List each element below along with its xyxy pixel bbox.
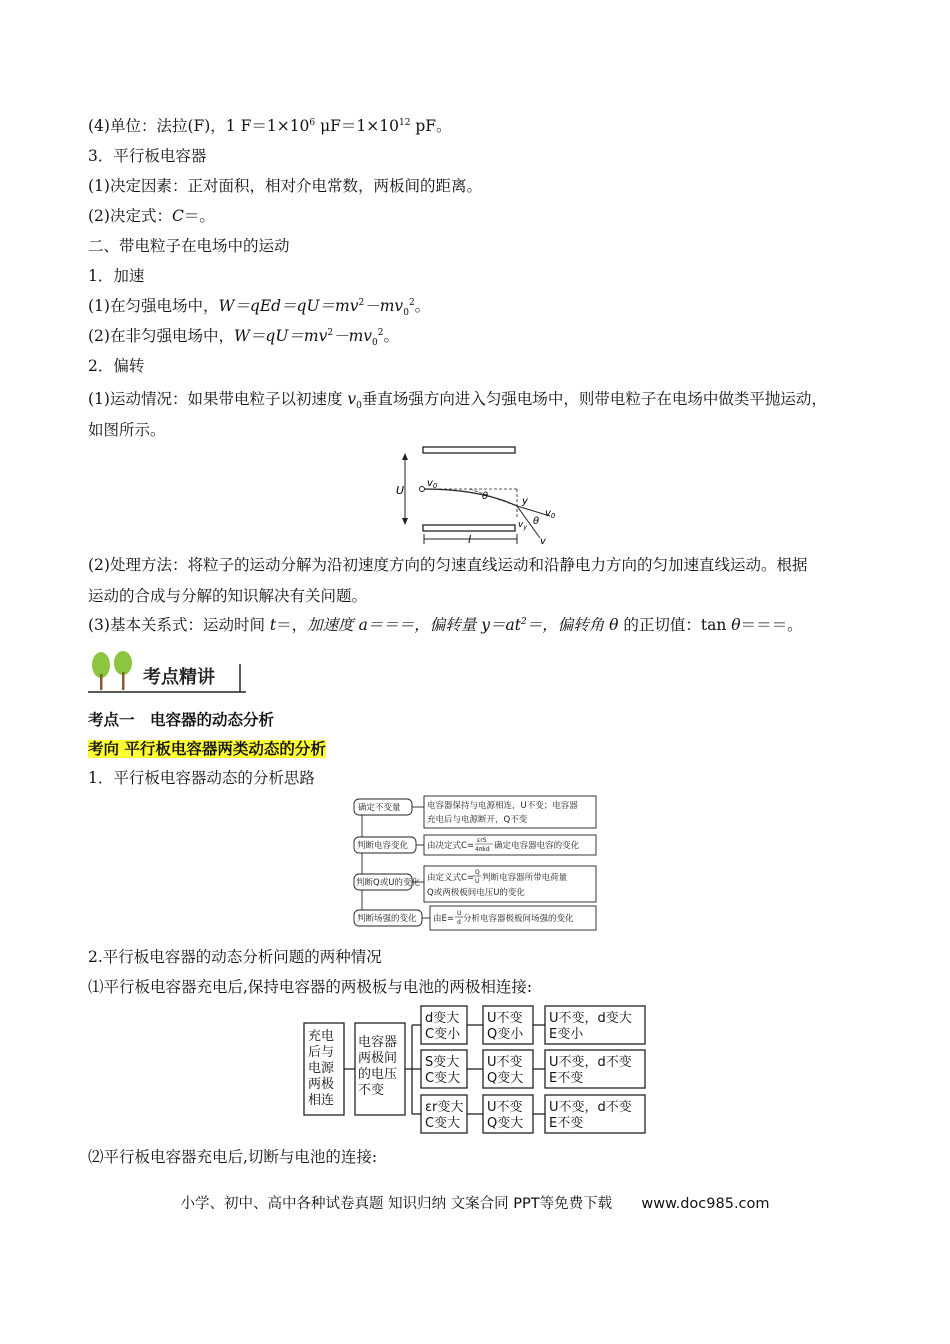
flow-right-1b: 充电后与电源断开，Q不变	[427, 815, 528, 825]
box-e-line: U不变，d不变	[549, 1100, 632, 1115]
flow-right-1a: 电容器保持与电源相连，U不变；电容器	[427, 801, 578, 811]
y-label: y	[522, 496, 528, 507]
box-d-line: Q变大	[487, 1071, 524, 1086]
box-a-line: 后与	[308, 1045, 335, 1060]
page-footer	[0, 1192, 950, 1213]
fraction-den: d	[457, 919, 461, 926]
footer-text: 小学、初中、高中各种试卷真题 知识归纳 文案合同 PPT等免费下载	[180, 1196, 613, 1212]
box-e-line: U不变，d变大	[549, 1011, 632, 1026]
heading-deflection: 2．偏转	[88, 357, 145, 375]
flow-left-2: 判断电容变化	[357, 841, 409, 851]
fraction-den: U	[475, 878, 480, 885]
flow-right-3a: 由定义式C= 判断电容器所带电荷量	[427, 873, 568, 883]
vy-label: $v_y$	[518, 520, 527, 531]
footer-link[interactable]: www.doc985.com	[641, 1196, 770, 1212]
two-cases-heading: 2.平行板电容器的动态分析问题的两种情况	[88, 948, 382, 966]
fraction-num: Q	[475, 869, 480, 876]
box-d-line: U不变	[487, 1011, 523, 1026]
box-a-line: 相连	[308, 1093, 335, 1108]
method-line-2: 运动的合成与分解的知识解决有关问题。	[88, 587, 368, 605]
v0b-label: $v_0$	[545, 508, 556, 520]
box-e-line: U不变，d不变	[549, 1055, 632, 1070]
box-b-line: 的电压	[358, 1067, 398, 1082]
box-a-line: 电源	[308, 1061, 335, 1076]
flow-left-3: 判断Q或U的变化	[356, 878, 420, 888]
box-c-line: C变小	[425, 1027, 461, 1042]
heading-parallel-plate: 3．平行板电容器	[88, 147, 207, 165]
direction-heading: 考向 平行板电容器两类动态的分析	[88, 740, 326, 758]
analysis-flowchart	[350, 794, 600, 934]
voltage-label: U	[396, 484, 405, 497]
basic-relations: (3)基本关系式：运动时间 t＝，加速度 a＝＝＝，偏转量 $y=at^2=$，偏转角 θ 的正切值：tan θ＝＝＝。	[88, 616, 803, 634]
theta-label: θ	[482, 491, 489, 502]
box-c-line: d变大	[425, 1011, 460, 1026]
box-d-line: Q变大	[487, 1116, 524, 1131]
box-d-line: Q变小	[487, 1027, 524, 1042]
lower-plate	[423, 525, 515, 531]
box-a-line: 两极	[308, 1077, 335, 1092]
case-one-flowchart	[300, 1000, 650, 1140]
box-c-line: εr变大	[425, 1100, 464, 1115]
upper-plate	[423, 447, 515, 453]
theta2-label: θ	[533, 516, 540, 527]
flow-right-3b: Q或两极板间电压U的变化	[427, 888, 525, 898]
topic-one-heading: 考点一 电容器的动态分析	[88, 711, 275, 729]
fraction-den: 4πkd	[475, 846, 490, 853]
flow-right-4: 由E= 分析电容器极板间场强的变化	[433, 914, 574, 924]
v0-label: $v_0$	[427, 478, 438, 490]
flow-left-1: 确定不变量	[358, 803, 401, 813]
fraction-num: εrS	[477, 837, 487, 844]
box-d-line: U不变	[487, 1100, 523, 1115]
length-label: l	[468, 533, 472, 546]
motion-line-2: 如图所示。	[88, 421, 166, 439]
deflection-diagram	[390, 444, 570, 550]
section-two-heading: 二、带电粒子在电场中的运动	[88, 237, 290, 255]
box-b-line: 电容器	[358, 1035, 398, 1050]
method-line-1: (2)处理方法：将粒子的运动分解为沿初速度方向的匀速直线运动和沿静电力方向的匀加速直线运动。根据	[88, 556, 808, 574]
case-two-heading: ⑵平行板电容器充电后,切断与电池的连接:	[88, 1148, 378, 1166]
motion-line-1: (1)运动情况：如果带电粒子以初速度 $v_0$垂直场强方向进入匀强电场中，则带电粒子在电场中做类平抛运动，	[88, 390, 827, 412]
box-b-line: 不变	[358, 1083, 385, 1098]
unit-line: (4)单位：法拉(F)，1 $F=1\times 10^6$ $\mu F=1\times 10^{12}$ pF。	[88, 117, 452, 135]
v-label: v	[540, 536, 546, 547]
flow-left-4: 判断场强的变化	[357, 914, 417, 924]
box-e-line: E变小	[549, 1027, 584, 1042]
banner-title: 考点精讲	[143, 667, 215, 688]
flow-right-2: 由决定式C= 确定电容器电容的变化	[427, 841, 580, 851]
heading-acceleration: 1．加速	[88, 267, 145, 285]
section-banner	[88, 650, 248, 696]
case-one-heading: ⑴平行板电容器充电后,保持电容器的两极板与电池的两极相连接:	[88, 978, 533, 996]
box-c-line: C变大	[425, 1116, 461, 1131]
box-e-line: E不变	[549, 1071, 584, 1086]
trajectory	[424, 489, 517, 506]
determining-formula: (2)决定式：C＝。	[88, 207, 215, 225]
box-c-line: C变大	[425, 1071, 461, 1086]
fraction-num: U	[457, 910, 462, 917]
determining-factors: (1)决定因素：正对面积，相对介电常数，两板间的距离。	[88, 177, 482, 195]
analysis-heading: 1．平行板电容器动态的分析思路	[88, 769, 315, 787]
nonuniform-field-eq: (2)在非匀强电场中，$W=qU=mv^2-mv_0^2$。	[88, 327, 400, 349]
uniform-field-eq: (1)在匀强电场中，$W=qEd=qU=mv^2-mv_0^2$。	[88, 297, 431, 319]
box-c-line: S变大	[425, 1055, 460, 1070]
box-e-line: E不变	[549, 1116, 584, 1131]
box-b-line: 两极间	[358, 1051, 398, 1066]
box-a-line: 充电	[308, 1029, 335, 1044]
box-d-line: U不变	[487, 1055, 523, 1070]
tree-icon	[114, 651, 132, 675]
